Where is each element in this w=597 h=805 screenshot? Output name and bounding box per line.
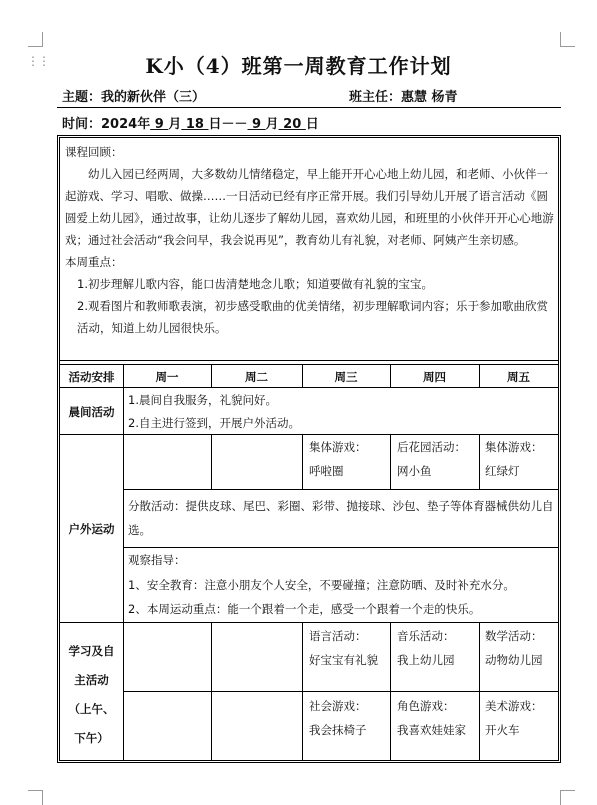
header-thu: 周四 — [423, 370, 446, 384]
row-line — [60, 364, 558, 365]
crop-mark-bottom-left — [28, 790, 43, 805]
theme-line — [62, 86, 205, 105]
game-wed — [309, 435, 389, 483]
learning-wed-1 — [309, 624, 389, 672]
col-line — [302, 434, 303, 489]
col-line — [211, 434, 212, 489]
theme-label: 主题： — [62, 90, 102, 105]
time-line: 时间：2024年 9 月 18 日－－ 9 月 20 日 — [62, 117, 319, 132]
activity-type: 美术游戏： — [485, 699, 543, 713]
game-type: 集体游戏： — [485, 440, 543, 454]
row-line — [60, 622, 558, 623]
learning-thu-1 — [397, 624, 479, 672]
time-label: 时间： — [62, 117, 102, 132]
document-title: K小（4）班第一周教育工作计划 — [145, 54, 452, 78]
learning-wed-2 — [309, 694, 389, 742]
learning-label: 学习及自 主活动 （上午、 下午） — [68, 644, 115, 745]
guide-item: 1、安全教育：注意小朋友个人安全，不要碰撞；注意防晒、及时补充水分。 — [128, 578, 515, 592]
activity-type: 语言活动： — [309, 629, 367, 643]
col-line — [390, 434, 391, 489]
morning-item: 2.自主进行签到，开展户外活动。 — [128, 416, 300, 430]
guide-heading: 观察指导： — [128, 553, 186, 567]
activity-type: 数学活动： — [485, 629, 543, 643]
activity-name: 我会抹椅子 — [309, 723, 367, 737]
game-thu — [397, 435, 479, 483]
guide-item: 2、本周运动重点：能一个跟着一个走，感受一个跟着一个走的快乐。 — [128, 602, 481, 616]
col-line — [211, 622, 212, 760]
morning-item: 1.晨间自我服务，礼貌问好。 — [128, 393, 277, 407]
game-type: 后花园活动： — [397, 440, 466, 454]
outdoor-label: 户外运动 — [68, 522, 115, 536]
col-line — [390, 622, 391, 760]
morning-label: 晨间活动 — [68, 405, 115, 419]
game-fri — [485, 435, 557, 483]
game-name: 红绿灯 — [485, 464, 520, 478]
crop-mark-top-left — [28, 32, 43, 47]
start-day: 18 — [185, 117, 204, 132]
teacher-value: 惠慧 杨青 — [401, 90, 458, 105]
plan-table — [57, 135, 561, 763]
learning-fri-1 — [485, 624, 557, 672]
scattered-activity: 分散活动：提供皮球、尾巴、彩圈、彩带、抛接球、沙包、垫子等体育器械供幼儿自选。 — [128, 499, 554, 537]
col-line — [302, 622, 303, 760]
activity-type: 社会游戏： — [309, 699, 367, 713]
drag-handle-icon[interactable]: ⋮⋮ — [27, 54, 49, 68]
end-month: 9 — [252, 117, 262, 132]
row-line — [60, 360, 558, 361]
game-type: 集体游戏： — [309, 440, 367, 454]
course-review — [65, 141, 555, 339]
review-heading: 课程回顾： — [65, 145, 123, 159]
crop-mark-top-right — [560, 32, 575, 47]
teacher-label: 班主任： — [349, 90, 402, 105]
header-tue: 周二 — [245, 370, 268, 384]
col-line — [123, 364, 124, 760]
activity-name: 好宝宝有礼貌 — [309, 653, 378, 667]
crop-mark-bottom-right — [560, 790, 575, 805]
header-activity: 活动安排 — [68, 370, 115, 384]
focus-item: 1.初步理解儿歌内容，能口齿清楚地念儿歌；知道要做有礼貌的宝宝。 — [77, 277, 433, 291]
row-line — [123, 489, 558, 490]
end-day: 20 — [283, 117, 302, 132]
game-name: 网小鱼 — [397, 464, 432, 478]
activity-name: 我喜欢娃娃家 — [397, 723, 466, 737]
activity-type: 音乐活动： — [397, 629, 455, 643]
learning-fri-2 — [485, 694, 557, 742]
focus-heading: 本周重点： — [65, 255, 123, 269]
col-line — [479, 434, 480, 489]
theme-value: 我的新伙伴（三） — [101, 90, 206, 105]
review-paragraph: 幼儿入园已经两周，大多数幼儿情绪稳定，早上能开开心心地上幼儿园，和老师、小伙伴一起游戏、学习、唱歌、做操……一日活动已经有序正常开展。我们引导幼儿开展了语言活动《圆圆爱上幼儿园》，通过故事，让幼儿逐步了解幼儿园，喜欢幼儿园，和班里的小伙伴开开心心地游戏；通过社会活动“我会问早，我会说再见”，教育幼儿有礼貌，对老师、阿姨产生亲切感。 — [65, 167, 554, 247]
activity-name: 我上幼儿园 — [397, 653, 455, 667]
focus-item: 2.观看图片和教师歌表演，初步感受歌曲的优美情绪，初步理解歌词内容；乐于参加歌曲欣赏活动，知道上幼儿园很快乐。 — [77, 299, 548, 335]
teacher-line — [349, 86, 458, 105]
activity-name: 开火车 — [485, 723, 520, 737]
start-month: 9 — [154, 117, 164, 132]
header-fri: 周五 — [507, 370, 530, 384]
activity-name: 动物幼儿园 — [485, 653, 543, 667]
row-line — [123, 691, 558, 692]
time-year: 2024年 — [101, 117, 151, 132]
header-mon: 周一 — [155, 370, 179, 384]
activity-type: 角色游戏： — [397, 699, 455, 713]
header-wed: 周三 — [334, 370, 358, 384]
divider — [57, 107, 561, 108]
col-line — [479, 622, 480, 760]
game-name: 呼啦圈 — [309, 464, 344, 478]
learning-thu-2 — [397, 694, 479, 742]
